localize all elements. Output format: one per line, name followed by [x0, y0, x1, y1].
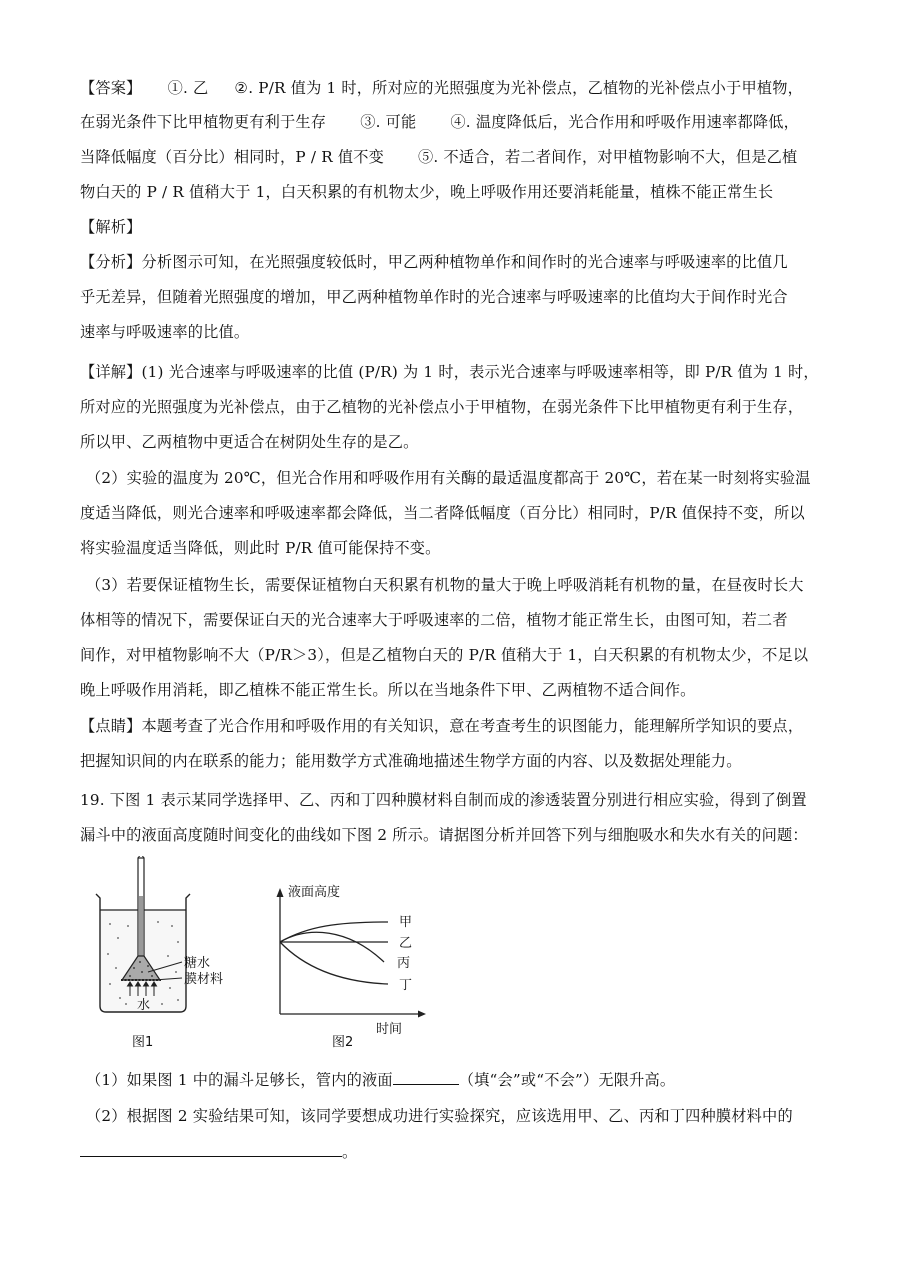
answer-item-3: ③. 可能 [360, 113, 417, 131]
sub-question-1 [86, 1070, 846, 1090]
detail-line: 晚上呼吸作用消耗，即乙植株不能正常生长。所以在当地条件下甲、乙两植物不适合间作。 [80, 681, 696, 699]
detail-line: （3）若要保证植物生长，需要保证植物白天积累有机物的量大于晚上呼吸消耗有机物的量，在昼夜时长大 [86, 576, 804, 594]
sub-question-2: （2）根据图 2 实验结果可知，该同学要想成功进行实验探究，应该选用甲、乙、丙和丁四种膜材料中的 [86, 1107, 793, 1125]
dianjing-line: 把握知识间的内在联系的能力；能用数学方式准确地描述生物学方面的内容、以及数据处理能力。 [80, 752, 742, 770]
answer-blank-1[interactable] [393, 1070, 459, 1085]
analysis-line: 速率与呼吸速率的比值。 [80, 323, 250, 341]
detail-line: 间作，对甲植物影响不大（P/R＞3），但是乙植物白天的 P/R 值稍大于 1，白天积累的有机物太少，不足以 [80, 646, 809, 664]
answer-line-2 [80, 112, 840, 132]
answer-blank-2[interactable] [80, 1142, 342, 1157]
question-19-line: 19. 下图 1 表示某同学选择甲、乙、丙和丁四种膜材料自制而成的渗透装置分别进行相应实验，得到了倒置 [80, 791, 807, 809]
analysis-line: 乎无差异，但随着光照强度的增加，甲乙两种植物单作时的光合速率与呼吸速率的比值均大于间作时光合 [80, 288, 788, 306]
answer-text: 在弱光条件下比甲植物更有利于生存 [80, 113, 327, 131]
answer-line-4: 物白天的 P / R 值稍大于 1，白天积累的有机物太少，晚上呼吸作用还要消耗能量，植株不能正常生长 [80, 183, 774, 201]
curve-ding [280, 942, 388, 984]
curve-label-yi: 乙 [399, 936, 413, 951]
sub-question-1-tail: （填“会”或“不会”）无限升高。 [458, 1071, 676, 1089]
question-19-line: 漏斗中的液面高度随时间变化的曲线如下图 2 所示。请据图分析并回答下列与细胞吸水和失水有关的问题： [80, 826, 808, 844]
detail-line: 体相等的情况下，需要保证白天的光合速率大于呼吸速率的二倍，植物才能正常生长，由图可知，若二者 [80, 611, 788, 629]
answer-line-1 [80, 78, 840, 98]
answer-text: 当降低幅度（百分比）相同时，P / R 值不变 [80, 148, 385, 166]
sub-question-2-answer-line [80, 1142, 840, 1162]
tube-solution [139, 896, 143, 958]
detail-line: 【详解】(1) 光合速率与呼吸速率的比值 (P/R) 为 1 时，表示光合速率与呼吸速率相等，即 P/R 值为 1 时， [80, 363, 819, 381]
analysis-line: 【分析】分析图示可知，在光照强度较低时，甲乙两种植物单作和间作时的光合速率与呼吸速率的比值几 [80, 253, 788, 271]
answer-item-1: ①. 乙 [167, 79, 209, 97]
answer-tag: 【答案】 [80, 79, 142, 97]
answer-item-5: ⑤. 不适合，若二者间作，对甲植物影响不大，但是乙植 [418, 148, 798, 166]
figures-svg [88, 856, 448, 1056]
curve-label-ding: 丁 [399, 978, 413, 993]
dianjing-line: 【点睛】本题考查了光合作用和呼吸作用的有关知识，意在考查考生的识图能力，能理解所学知识的要点， [80, 717, 804, 735]
detail-line: 将实验温度适当降低，则此时 P/R 值可能保持不变。 [80, 539, 441, 557]
detail-line: 度适当降低，则光合速率和呼吸速率都会降低，当二者降低幅度（百分比）相同时，P/R 值保持不变，所以 [80, 504, 805, 522]
x-axis-label: 时间 [376, 1022, 403, 1037]
figure-2-caption: 图2 [332, 1035, 354, 1050]
figure-1-caption: 图1 [132, 1035, 154, 1050]
figure-1 [96, 856, 223, 1050]
curve-label-bing: 丙 [397, 956, 411, 971]
y-axis-label: 液面高度 [288, 885, 341, 900]
sub-question-2-end: 。 [342, 1143, 358, 1161]
figure-2 [277, 884, 427, 1050]
detail-line: （2）实验的温度为 20℃，但光合作用和呼吸作用有关酶的最适温度都高于 20℃，若在某一时刻将实验温 [86, 469, 811, 487]
label-membrane: 膜材料 [184, 972, 224, 987]
answer-item-2: ②. P/R 值为 1 时，所对应的光照强度为光补偿点，乙植物的光补偿点小于甲植物， [234, 79, 803, 97]
detail-line: 所以甲、乙两植物中更适合在树阴处生存的是乙。 [80, 433, 419, 451]
curve-label-jia: 甲 [399, 915, 413, 930]
answer-item-4: ④. 温度降低后，光合作用和呼吸作用速率都降低， [450, 113, 800, 131]
sub-question-1-text: （1）如果图 1 中的漏斗足够长，管内的液面 [86, 1071, 393, 1089]
detail-line: 所对应的光照强度为光补偿点，由于乙植物的光补偿点小于甲植物，在弱光条件下比甲植物更有利于生存， [80, 398, 804, 416]
answer-line-3 [80, 147, 840, 167]
curve-bing [280, 932, 384, 962]
label-sugar-water: 糖水 [184, 956, 211, 971]
jiexi-tag: 【解析】 [80, 218, 142, 236]
label-water: 水 [137, 998, 151, 1013]
question-figures [88, 856, 448, 1056]
curve-jia [280, 922, 388, 942]
